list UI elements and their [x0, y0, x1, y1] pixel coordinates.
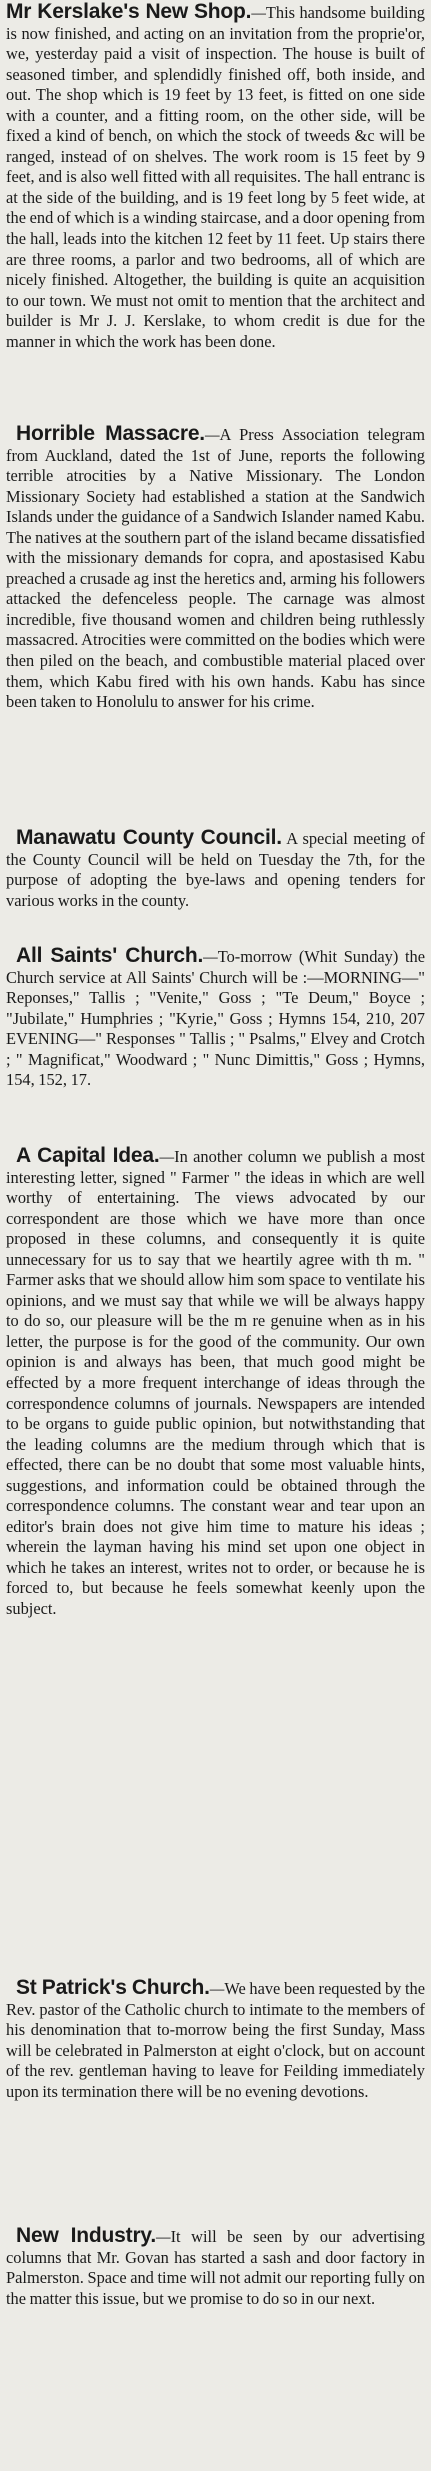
article-heading: New Industry.	[16, 2224, 156, 2247]
article-heading: Horrible Massacre.	[16, 422, 205, 445]
article-horrible-massacre	[6, 424, 425, 828]
article-body: A Press Association telegram from Auckland, dated the 1st of June, reports the following terrible atrocities by a Native Missionary. The London Missionary Society had established a station at the Sandwich Islands under the guidance of a Sandwich Islander named Kabu. The natives at the southern part of the island became dissatisfied with the missionary demands for copra, and apostasised Kabu preached a crusade ag inst the heretics and, arming his followers attacked the defenceless people. The carnage was almost incredible, five thousand women and children being ruthlessly massacred. Atrocities were committed on the bodies which were then piled on the beach, and combustible material placed over them, which Kabu fired with his own hands. Kabu has since been taken to Honolulu to answer for his crime.	[6, 425, 425, 712]
newspaper-column	[6, 0, 425, 2426]
article-capital-idea	[6, 1146, 425, 1978]
article-all-saints	[6, 946, 425, 1146]
em-dash: —	[203, 947, 218, 966]
article-body: To-morrow (Whit Sunday) the Church service at All Saints' Church will be :—MORNING—" Reponses," Tallis ; "Venite," Goss ; "Te Deum," Boyce ; "Jubilate," Humphries ; "Kyrie," Goss ; Hymns 154, 210, 207 EVENING—" Responses " Tallis ; " Psalms," Elvey and Crotch ; " Magnificat," Woodward ; " Nunc Dimittis," Goss ; Hymns, 154, 152, 17.	[6, 947, 426, 1090]
em-dash: —	[155, 2227, 171, 2246]
article-kerslake-shop	[6, 2, 425, 424]
article-body: A special meeting of the County Council will be held on Tuesday the 7th, for the purpose of adopting the bye-laws and opening tenders for various works in the county.	[6, 829, 425, 910]
article-st-patricks	[6, 1978, 425, 2226]
em-dash: —	[159, 1147, 175, 1166]
article-new-industry	[6, 2226, 425, 2426]
article-paragraph	[6, 2226, 425, 2309]
article-paragraph	[6, 1978, 425, 2102]
article-heading: All Saints' Church.	[16, 944, 204, 967]
article-body: This handsome building is now finished, and acting on an invitation from the proprie'or, we, yesterday paid a visit of inspection. The house is built of seasoned timber, and splendidly finished off, both inside, and out. The shop which is 19 feet by 13 feet, is fitted on one side with a counter, and a fitting room, on the other side, will be fixed a kind of bench, on which the stock of tweeds &c will be ranged, instead of on shelves. The work room is 15 feet by 9 feet, and is also well fitted with all requisites. The hall entranc is at the side of the building, and is 19 feet long by 5 feet wide, at the end of which is a winding staircase, and a door opening from the hall, leads into the kitchen 12 feet by 11 feet. Up stairs there are three rooms, a parlor and two bedrooms, all of which are nicely finished. Altogether, the building is quite an acquisition to our town. We must not omit to mention that the architect and builder is Mr J. J. Kerslake, to whom credit is due for the manner in which the work has been done.	[6, 3, 425, 351]
em-dash: —	[209, 1979, 225, 1998]
article-paragraph	[6, 828, 425, 911]
article-heading: A Capital Idea.	[16, 1144, 160, 1167]
article-heading: Mr Kerslake's New Shop.	[6, 0, 252, 23]
article-paragraph	[6, 2, 425, 352]
article-body: In another column we publish a most interesting letter, signed " Farmer " the ideas in which are well worthy of entertaining. The views advocated by our correspondent are those which we have more than once proposed in these columns, and consequently it is quite unnecessary for us to say that we heartily agree with th m. " Farmer asks that we should allow him som space to ventilate his opinions, and we must say that while we will be always happy to do so, our pleasure will be the m re genuine when as in his letter, the purpose is for the good of the community. Our own opinion is and always has been, that much good might be effected by a more frequent interchange of ideas through the correspondence columns of journals. Newspapers are intended to be organs to guide public opinion, but notwithstanding that the leading columns are the medium through which that is effected, there can be no doubt that some most valuable hints, suggestions, and information could be obtained through the correspondence columns. The constant wear and tear upon an editor's brain does not give him time to mature his ideas ; wherein the layman having his mind set upon one object in which he takes an interest, writes not to order, or because he is forced to, but because he feels somewhat keenly upon the subject.	[6, 1147, 425, 1619]
article-body: It will be seen by our advertising columns that Mr. Govan has started a sash and door factory in Palmerston. Space and time will not admit our reporting fully on the matter this issue, but we promise to do so in our next.	[6, 2227, 426, 2308]
article-heading: St Patrick's Church.	[16, 1976, 210, 1999]
em-dash: —	[204, 425, 220, 444]
em-dash: —	[251, 3, 266, 22]
article-county-council	[6, 828, 425, 946]
article-paragraph	[6, 1146, 425, 1620]
article-heading: Manawatu County Council.	[16, 826, 282, 849]
article-body: We have been requested by the Rev. pastor of the Catholic church to intimate to the members of his denomination that to-morrow being the first Sunday, Mass will be celebrated in Palmerston at eight o'clock, but on account of the rev. gentleman having to leave for Feilding immediately upon its termination there will be no evening devotions.	[6, 1979, 425, 2101]
article-paragraph	[6, 424, 425, 713]
article-paragraph	[6, 946, 425, 1091]
